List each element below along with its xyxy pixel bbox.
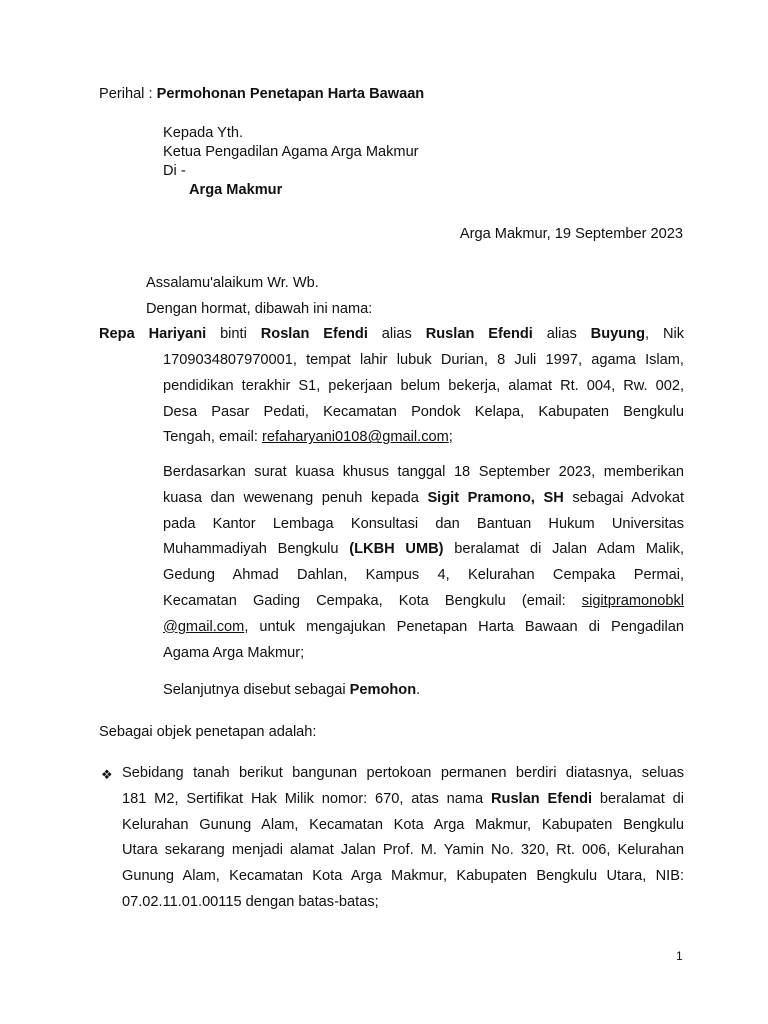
applicant-line-5: Tengah, email: refaharyani0108@gmail.com; [163,429,453,446]
applicant-line-4: Desa Pasar Pedati, Kecamatan Pondok Kelapa, Kabupaten Bengkulu [163,403,684,420]
applicant-line-2: 1709034807970001, tempat lahir lubuk Durian, 8 Juli 1997, agama Islam, [163,352,684,368]
power-of-attorney-paragraph [163,460,684,666]
poa-line-3: pada Kantor Lembaga Konsultasi dan Bantuan Hukum Universitas [163,515,684,532]
father-alias: Ruslan Efendi [425,326,533,342]
advocate-name: Sigit Pramono, SH [427,489,564,506]
object-line-4: Utara sekarang menjadi alamat Jalan Prof. M. Yamin No. 320, Rt. 006, Kelurahan [122,842,684,859]
page-number: 1 [676,949,683,963]
intro-line: Dengan hormat, dibawah ini nama: [146,301,373,317]
poa-line-8: Agama Arga Makmur; [163,644,305,661]
poa-line-6: Kecamatan Gading Cempaka, Kota Bengkulu (email: sigitpramonobkl [163,592,684,609]
object-intro: Sebagai objek penetapan adalah: [99,724,317,740]
applicant-name: Repa Hariyani [99,326,207,342]
recipient-line-2: Ketua Pengadilan Agama Arga Makmur [163,144,419,160]
poa-line-7: @gmail.com, untuk mengajukan Penetapan Harta Bawaan di Pengadilan [163,618,684,635]
lkbh-abbrev: (LKBH UMB) [349,541,444,558]
subject-line [99,86,424,102]
letter-date: Arga Makmur, 19 September 2023 [459,226,683,242]
object-line-6: 07.02.11.01.00115 dengan batas-batas; [122,893,379,910]
recipient-line-1: Kepada Yth. [163,125,244,141]
applicant-details [163,348,684,451]
poa-line-4: Muhammadiyah Bengkulu (LKBH UMB) beralamat di Jalan Adam Malik, [163,541,685,558]
recipient-block [163,124,419,200]
nickname: Buyung [590,326,645,342]
diamond-bullet-icon: ❖ [101,767,113,782]
hereinafter-line: Selanjutnya disebut sebagai Pemohon. [163,682,421,698]
advocate-email-link-part2[interactable]: @gmail.com [163,618,245,635]
subject-label: Perihal : [99,86,157,102]
object-line-5: Gunung Alam, Kecamatan Kota Arga Makmur, Kabupaten Bengkulu Utara, NIB: [122,868,684,885]
applicant-paragraph [99,322,684,348]
owner-name: Ruslan Efendi [490,790,593,807]
poa-line-1: Berdasarkan surat kuasa khusus tanggal 18 September 2023, memberikan [163,464,684,480]
advocate-email-link-part1[interactable]: sigitpramonobkl [581,592,684,609]
applicant-line-1: Repa Hariyani binti Roslan Efendi alias Ruslan Efendi alias Buyung, Nik [99,326,685,342]
object-line-1: Sebidang tanah berikut bangunan pertokoan permanen berdiri diatasnya, seluas [122,765,684,781]
greeting: Assalamu'alaikum Wr. Wb. [146,275,319,291]
poa-line-2: kuasa dan wewenang penuh kepada Sigit Pramono, SH sebagai Advokat [163,489,685,506]
object-line-2: 181 M2, Sertifikat Hak Milik nomor: 670, atas nama Ruslan Efendi beralamat di [122,790,684,807]
applicant-line-3: pendidikan terakhir S1, pekerjaan belum bekerja, alamat Rt. 004, Rw. 002, [163,377,684,394]
recipient-line-3: Di - [163,163,186,179]
recipient-city: Arga Makmur [189,182,283,198]
applicant-email-link[interactable]: refaharyani0108@gmail.com [261,429,449,446]
object-line-3: Kelurahan Gunung Alam, Kecamatan Kota Arga Makmur, Kabupaten Bengkulu [122,816,684,833]
petitioner-term: Pemohon [349,682,417,698]
poa-line-5: Gedung Ahmad Dahlan, Kampus 4, Kelurahan Cempaka Permai, [163,567,684,584]
father-name: Roslan Efendi [260,326,368,342]
subject-title: Permohonan Penetapan Harta Bawaan [156,86,425,102]
object-item-paragraph [122,761,684,916]
